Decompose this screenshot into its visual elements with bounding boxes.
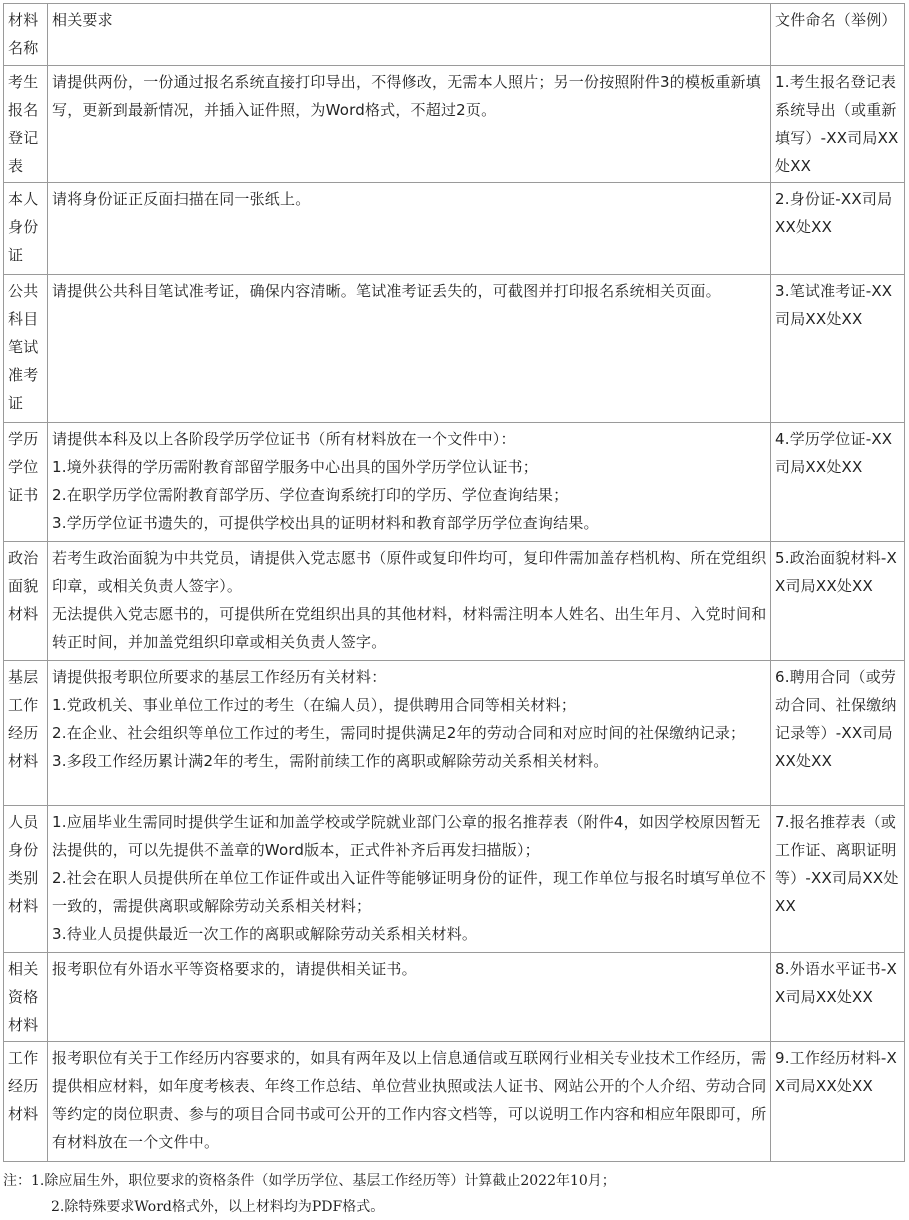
file-naming-cell: 9.工作经历材料-XX司局XX处XX [771,1042,905,1162]
requirement-line: 报考职位有关于工作经历内容要求的，如具有两年及以上信息通信或互联网行业相关专业技术工作经历，需提供相应材料，如年度考核表、年终工作总结、单位营业执照或法人证书、网站公开的个人介绍、劳动合同等约定的岗位职责、参与的项目合同书或可公开的工作内容文档等，可以说明工作内容和相应年限即可，所有材料放在一个文件中。 [52,1049,767,1151]
table-header-row [4,4,905,66]
requirement-line: 请提供报考职位所要求的基层工作经历有关材料： [52,668,387,686]
material-name-cell: 本人身份证 [4,183,48,275]
requirement-line: 请提供两份，一份通过报名系统直接打印导出，不得修改，无需本人照片；另一份按照附件3的模板重新填写，更新到最新情况，并插入证件照，为Word格式，不超过2页。 [52,73,761,119]
table-row [4,66,905,183]
table-row [4,183,905,275]
material-name-cell: 公共科目笔试准考证 [4,275,48,423]
material-name-cell: 政治面貌材料 [4,542,48,661]
file-naming-cell: 2.身份证-XX司局XX处XX [771,183,905,275]
requirements-cell [48,275,771,423]
requirement-line: 2.在企业、社会组织等单位工作过的考生，需同时提供满足2年的劳动合同和对应时间的社保缴纳记录； [52,724,746,742]
header-file-naming: 文件命名（举例） [771,4,905,66]
file-naming-cell: 8.外语水平证书-XX司局XX处XX [771,953,905,1042]
requirements-cell [48,1042,771,1162]
requirements-table-body [4,4,905,1162]
requirements-cell [48,66,771,183]
file-naming-cell: 7.报名推荐表（或工作证、离职证明等）-XX司局XX处XX [771,806,905,953]
requirements-cell [48,542,771,661]
requirements-cell [48,183,771,275]
material-name-cell: 学历学位证书 [4,423,48,542]
material-name-cell: 相关资格材料 [4,953,48,1042]
file-naming-cell: 3.笔试准考证-XX司局XX处XX [771,275,905,423]
requirement-line: 2.社会在职人员提供所在单位工作证件或出入证件等能够证明身份的证件，现工作单位与报名时填写单位不一致的，需提供离职或解除劳动关系相关材料； [52,869,766,915]
requirement-line: 无法提供入党志愿书的，可提供所在党组织出具的其他材料，材料需注明本人姓名、出生年月、入党时间和转正时间，并加盖党组织印章或相关负责人签字。 [52,605,767,651]
requirement-line: 请提供本科及以上各阶段学历学位证书（所有材料放在一个文件中）： [52,430,516,448]
requirements-table [3,3,905,1162]
requirement-line: 3.学历学位证书遗失的，可提供学校出具的证明材料和教育部学历学位查询结果。 [52,514,599,532]
requirement-line: 1.境外获得的学历需附教育部留学服务中心出具的国外学历学位认证书； [52,458,538,476]
requirement-line: 1.应届毕业生需同时提供学生证和加盖学校或学院就业部门公章的报名推荐表（附件4，如因学校原因暂无法提供的，可以先提供不盖章的Word版本，正式件补齐后再发扫描版）； [52,813,761,859]
requirement-line: 3.多段工作经历累计满2年的考生，需附前续工作的离职或解除劳动关系相关材料。 [52,752,609,770]
requirement-line: 若考生政治面貌为中共党员，请提供入党志愿书（原件或复印件均可，复印件需加盖存档机构、所在党组织印章，或相关负责人签字）。 [52,549,767,595]
footnote-1: 注：1.除应届生外，职位要求的资格条件（如学历学位、基层工作经历等）计算截止2022年10月； [3,1173,616,1189]
file-naming-cell: 6.聘用合同（或劳动合同、社保缴纳记录等）-XX司局XX处XX [771,661,905,806]
table-row [4,953,905,1042]
table-row [4,275,905,423]
file-naming-cell: 5.政治面貌材料-XX司局XX处XX [771,542,905,661]
header-requirements: 相关要求 [48,4,771,66]
requirement-line: 请提供公共科目笔试准考证，确保内容清晰。笔试准考证丢失的，可截图并打印报名系统相关页面。 [52,282,721,300]
requirement-line: 报考职位有外语水平等资格要求的，请提供相关证书。 [52,960,417,978]
requirement-line: 1.党政机关、事业单位工作过的考生（在编人员），提供聘用合同等相关材料； [52,696,577,714]
footnote-2: 2.除特殊要求Word格式外，以上材料均为PDF格式。 [51,1199,385,1215]
requirement-line: 2.在职学历学位需附教育部学历、学位查询系统打印的学历、学位查询结果； [52,486,569,504]
requirement-line: 3.待业人员提供最近一次工作的离职或解除劳动关系相关材料。 [52,925,478,943]
requirements-cell [48,423,771,542]
header-material-name: 材料名称 [4,4,48,66]
file-naming-cell: 4.学历学位证-XX司局XX处XX [771,423,905,542]
table-row [4,1042,905,1162]
material-name-cell: 基层工作经历材料 [4,661,48,806]
footnotes [3,1168,905,1220]
requirements-cell [48,953,771,1042]
material-name-cell: 工作经历材料 [4,1042,48,1162]
table-row [4,806,905,953]
table-row [4,661,905,806]
material-name-cell: 人员身份类别材料 [4,806,48,953]
file-naming-cell: 1.考生报名登记表系统导出（或重新填写）-XX司局XX处XX [771,66,905,183]
requirement-line: 请将身份证正反面扫描在同一张纸上。 [52,190,311,208]
table-row [4,423,905,542]
requirements-cell [48,806,771,953]
material-name-cell: 考生报名登记表 [4,66,48,183]
table-row [4,542,905,661]
requirements-cell [48,661,771,806]
